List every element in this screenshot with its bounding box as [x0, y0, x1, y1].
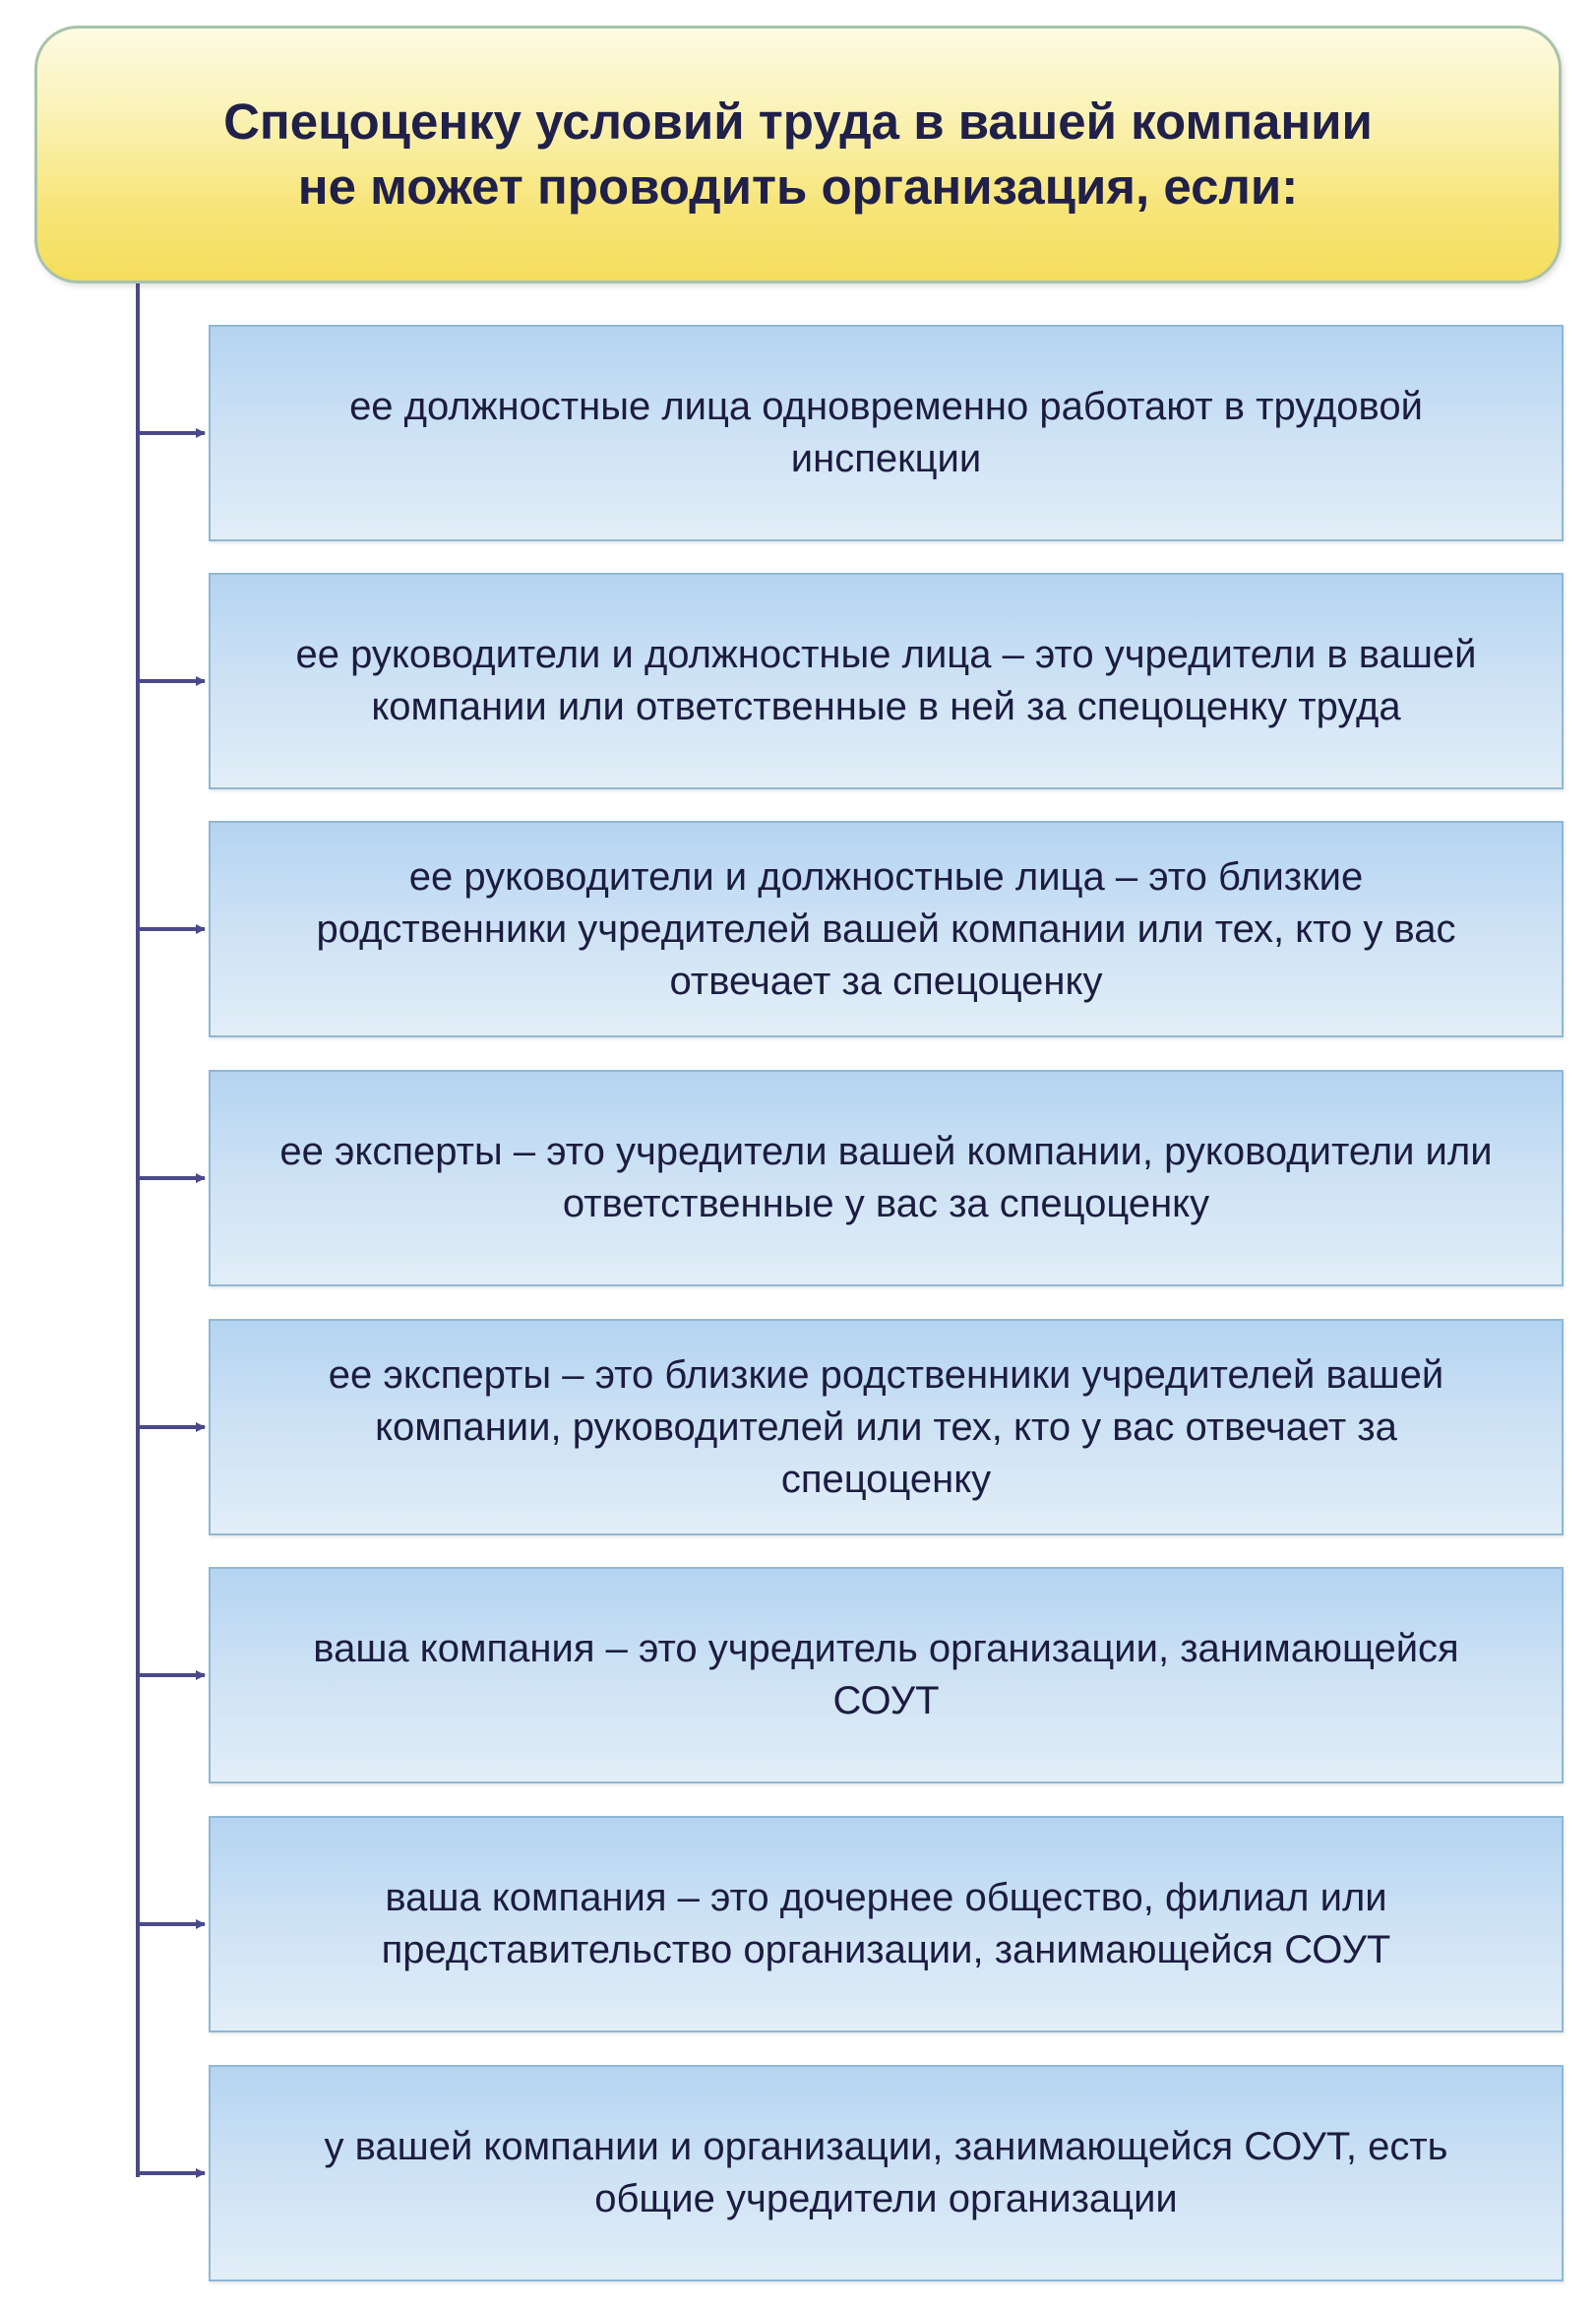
list-item-text: ваша компания – это дочернее общество, филиал или представительство организации, занимающейся СОУТ [381, 1876, 1391, 1971]
list-item [209, 1567, 1564, 1783]
list-item-text: ваша компания – это учредитель организации, занимающейся СОУТ [313, 1627, 1459, 1722]
list-item-text: ее руководители и должностные лица – это учредители в вашей компании или ответственные в ней за спецоценку труда [295, 633, 1477, 728]
list-item [209, 573, 1564, 789]
list-item-text: ее эксперты – это близкие родственники учредителей вашей компании, руководителей или тех, кто у вас отвечает за спецоценку [328, 1352, 1444, 1501]
list-item [209, 1816, 1564, 2032]
list-item [209, 1319, 1564, 1535]
list-item [209, 1070, 1564, 1286]
list-item-text: у вашей компании и организации, занимающейся СОУТ, есть общие учредители организации [324, 2125, 1448, 2220]
list-item-text: ее руководители и должностные лица – это близкие родственники учредителей вашей компании или тех, кто у вас отвечает за спецоценку [316, 854, 1456, 1003]
header-title: Спецоценку условий труда в вашей компании не может проводить организация, если: [223, 94, 1373, 215]
header-box [34, 26, 1562, 283]
list-item-text: ее должностные лица одновременно работают в трудовой инспекции [349, 385, 1423, 480]
list-item-text: ее эксперты – это учредители вашей компании, руководители или ответственные у вас за спецоценку [279, 1130, 1493, 1225]
list-item [209, 2065, 1564, 2281]
list-item [209, 325, 1564, 541]
list-item [209, 821, 1564, 1037]
